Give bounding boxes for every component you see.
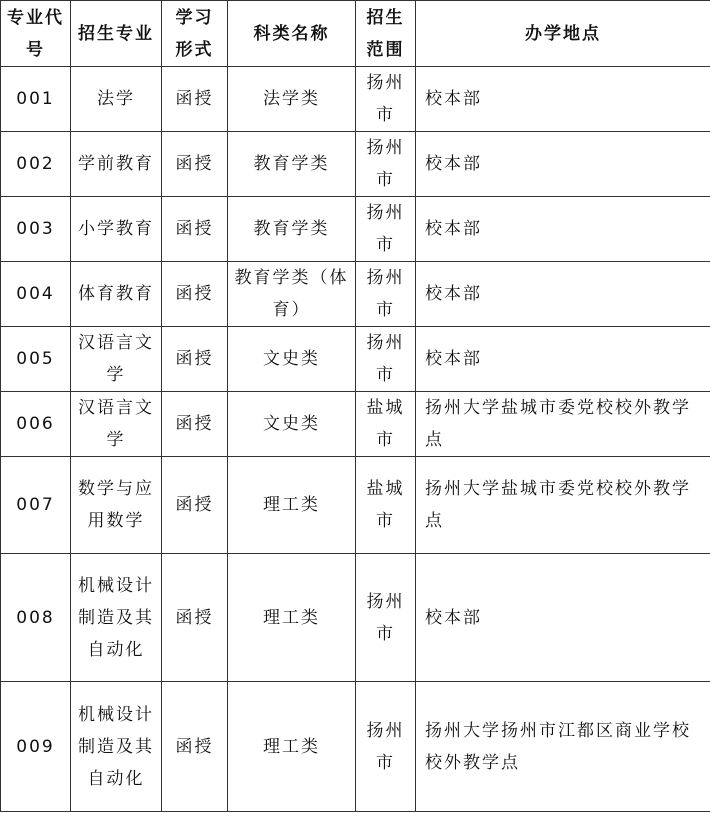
cell-mode: 函授 [162,197,228,262]
cell-category: 文史类 [228,392,356,457]
header-mode: 学习形式 [162,1,228,67]
cell-category: 教育学类 [228,197,356,262]
cell-scope: 扬州市 [356,682,416,812]
header-category: 科类名称 [228,1,356,67]
cell-scope: 扬州市 [356,554,416,682]
cell-mode: 函授 [162,262,228,327]
cell-scope: 扬州市 [356,327,416,392]
cell-location: 校本部 [416,554,710,682]
cell-scope: 盐城市 [356,457,416,554]
header-row [1,1,710,67]
cell-code: 009 [1,682,71,812]
cell-code: 008 [1,554,71,682]
cell-location: 扬州大学盐城市委党校校外教学点 [416,457,710,554]
table-row [1,457,710,554]
cell-code: 002 [1,132,71,197]
cell-location: 扬州大学盐城市委党校校外教学点 [416,392,710,457]
cell-category: 理工类 [228,457,356,554]
cell-scope: 扬州市 [356,132,416,197]
table-row [1,197,710,262]
cell-major: 机械设计制造及其自动化 [71,682,162,812]
cell-location: 扬州大学扬州市江都区商业学校校外教学点 [416,682,710,812]
cell-code: 001 [1,67,71,132]
cell-code: 003 [1,197,71,262]
cell-location: 校本部 [416,197,710,262]
table-row [1,392,710,457]
cell-mode: 函授 [162,682,228,812]
table-row [1,132,710,197]
cell-location: 校本部 [416,262,710,327]
cell-scope: 扬州市 [356,197,416,262]
cell-location: 校本部 [416,67,710,132]
cell-major: 数学与应用数学 [71,457,162,554]
cell-category: 文史类 [228,327,356,392]
table-row [1,67,710,132]
cell-category: 教育学类 [228,132,356,197]
cell-category: 理工类 [228,554,356,682]
cell-code: 004 [1,262,71,327]
table-row [1,554,710,682]
cell-code: 006 [1,392,71,457]
cell-major: 机械设计制造及其自动化 [71,554,162,682]
cell-major: 学前教育 [71,132,162,197]
cell-code: 007 [1,457,71,554]
header-location: 办学地点 [416,1,710,67]
header-major: 招生专业 [71,1,162,67]
cell-location: 校本部 [416,327,710,392]
cell-major: 汉语言文学 [71,327,162,392]
cell-scope: 扬州市 [356,262,416,327]
cell-major: 体育教育 [71,262,162,327]
table-row [1,327,710,392]
cell-code: 005 [1,327,71,392]
cell-mode: 函授 [162,554,228,682]
cell-location: 校本部 [416,132,710,197]
table-row [1,682,710,812]
header-code: 专业代号 [1,1,71,67]
cell-scope: 盐城市 [356,392,416,457]
cell-mode: 函授 [162,392,228,457]
cell-major: 法学 [71,67,162,132]
cell-mode: 函授 [162,457,228,554]
cell-major: 小学教育 [71,197,162,262]
cell-category: 教育学类（体育） [228,262,356,327]
cell-major: 汉语言文学 [71,392,162,457]
cell-mode: 函授 [162,67,228,132]
cell-scope: 扬州市 [356,67,416,132]
cell-mode: 函授 [162,132,228,197]
cell-mode: 函授 [162,327,228,392]
table-row [1,262,710,327]
cell-category: 理工类 [228,682,356,812]
header-scope: 招生范围 [356,1,416,67]
cell-category: 法学类 [228,67,356,132]
